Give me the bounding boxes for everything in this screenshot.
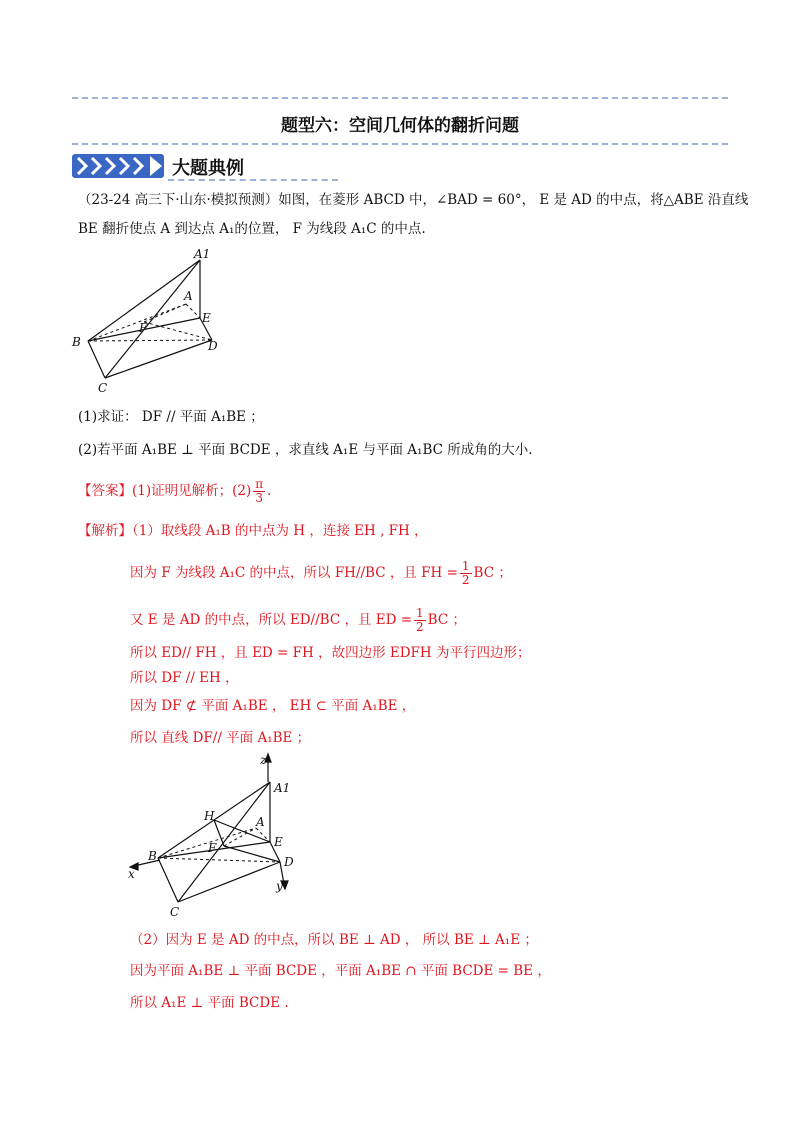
top-divider (72, 97, 728, 99)
question-1: (1)求证： DF // 平面 A₁BE ； (78, 409, 264, 425)
answer-fraction: $\frac{\pi}{3}$ (255, 477, 264, 505)
solution-step-9: 因为平面 A₁BE ⊥ 平面 BCDE ，平面 A₁BE ∩ 平面 BCDE = BE ， (130, 963, 551, 979)
figure-2-diagram (120, 752, 320, 922)
fig2-label-b: B (148, 849, 157, 863)
fig2-label-z: z (260, 753, 267, 767)
fig2-label-a: A (256, 815, 265, 829)
solution-step-7: 所以 直线 DF// 平面 A₁BE ； (130, 730, 311, 746)
solution-step-1: 【解析】（1）取线段 A₁B 的中点为 H ，连接 EH , FH ， (78, 523, 428, 539)
solution-prefix: 【解析】 (78, 523, 132, 539)
figure-1-diagram (70, 246, 230, 396)
solution-step-5: 所以 DF // EH ， (130, 670, 239, 686)
fig2-label-f: F (208, 841, 217, 855)
fig2-label-d: D (284, 855, 294, 869)
fig2-label-y: y (276, 879, 283, 893)
fig1-label-a1: A1 (194, 247, 211, 261)
fig2-label-e: E (274, 835, 283, 849)
solution-step-10: 所以 A₁E ⊥ 平面 BCDE . (130, 995, 289, 1011)
section-label: 大题典例 (172, 158, 244, 179)
answer-text: (1)证明见解析；(2) (132, 483, 252, 499)
fig1-label-d: D (208, 339, 218, 353)
fig1-label-a: A (184, 289, 193, 303)
solution-step-4: 所以 ED// FH ，且 ED = FH ，故四边形 EDFH 为平行四边形； (130, 645, 531, 661)
answer-prefix: 【答案】 (78, 483, 132, 499)
solution-step-2: 因为 F 为线段 A₁C 的中点，所以 FH//BC ，且 FH = $\frac{1}{2}$ BC ； (130, 559, 512, 587)
page-title: 题型六：空间几何体的翻折问题 (281, 116, 519, 136)
fig1-label-f: F (139, 321, 148, 335)
problem-line-1: （23-24 高三下·山东·模拟预测）如图，在菱形 ABCD 中，∠BAD = 60°， E 是 AD 的中点，将△ABE 沿直线 (78, 192, 749, 208)
solution-step-3: 又 E 是 AD 的中点，所以 ED//BC ，且 ED = $\frac{1}{2}$ BC ； (130, 606, 466, 634)
fig1-label-c: C (98, 381, 108, 395)
chevron-icon (72, 154, 164, 178)
title-divider (72, 143, 728, 145)
solution-step-6: 因为 DF ⊄ 平面 A₁BE ， EH ⊂ 平面 A₁BE ， (130, 698, 416, 714)
fig1-label-e: E (202, 311, 211, 325)
fig2-label-c: C (170, 905, 180, 919)
fig2-label-h: H (204, 809, 215, 823)
section-underline (168, 179, 338, 181)
fig2-label-a1: A1 (274, 781, 291, 795)
fig2-label-x: x (128, 867, 135, 881)
question-2: (2)若平面 A₁BE ⊥ 平面 BCDE ，求直线 A₁E 与平面 A₁BC 所成角的大小. (78, 442, 533, 458)
solution-step-8: （2）因为 E 是 AD 的中点，所以 BE ⊥ AD ， 所以 BE ⊥ A₁E ； (130, 932, 538, 948)
fig1-label-b: B (72, 335, 81, 349)
problem-line-2: BE 翻折使点 A 到达点 A₁的位置， F 为线段 A₁C 的中点. (78, 221, 426, 237)
section-heading (72, 151, 272, 183)
answer-line: 【答案】(1)证明见解析；(2) $\frac{\pi}{3}$ . (78, 477, 272, 505)
